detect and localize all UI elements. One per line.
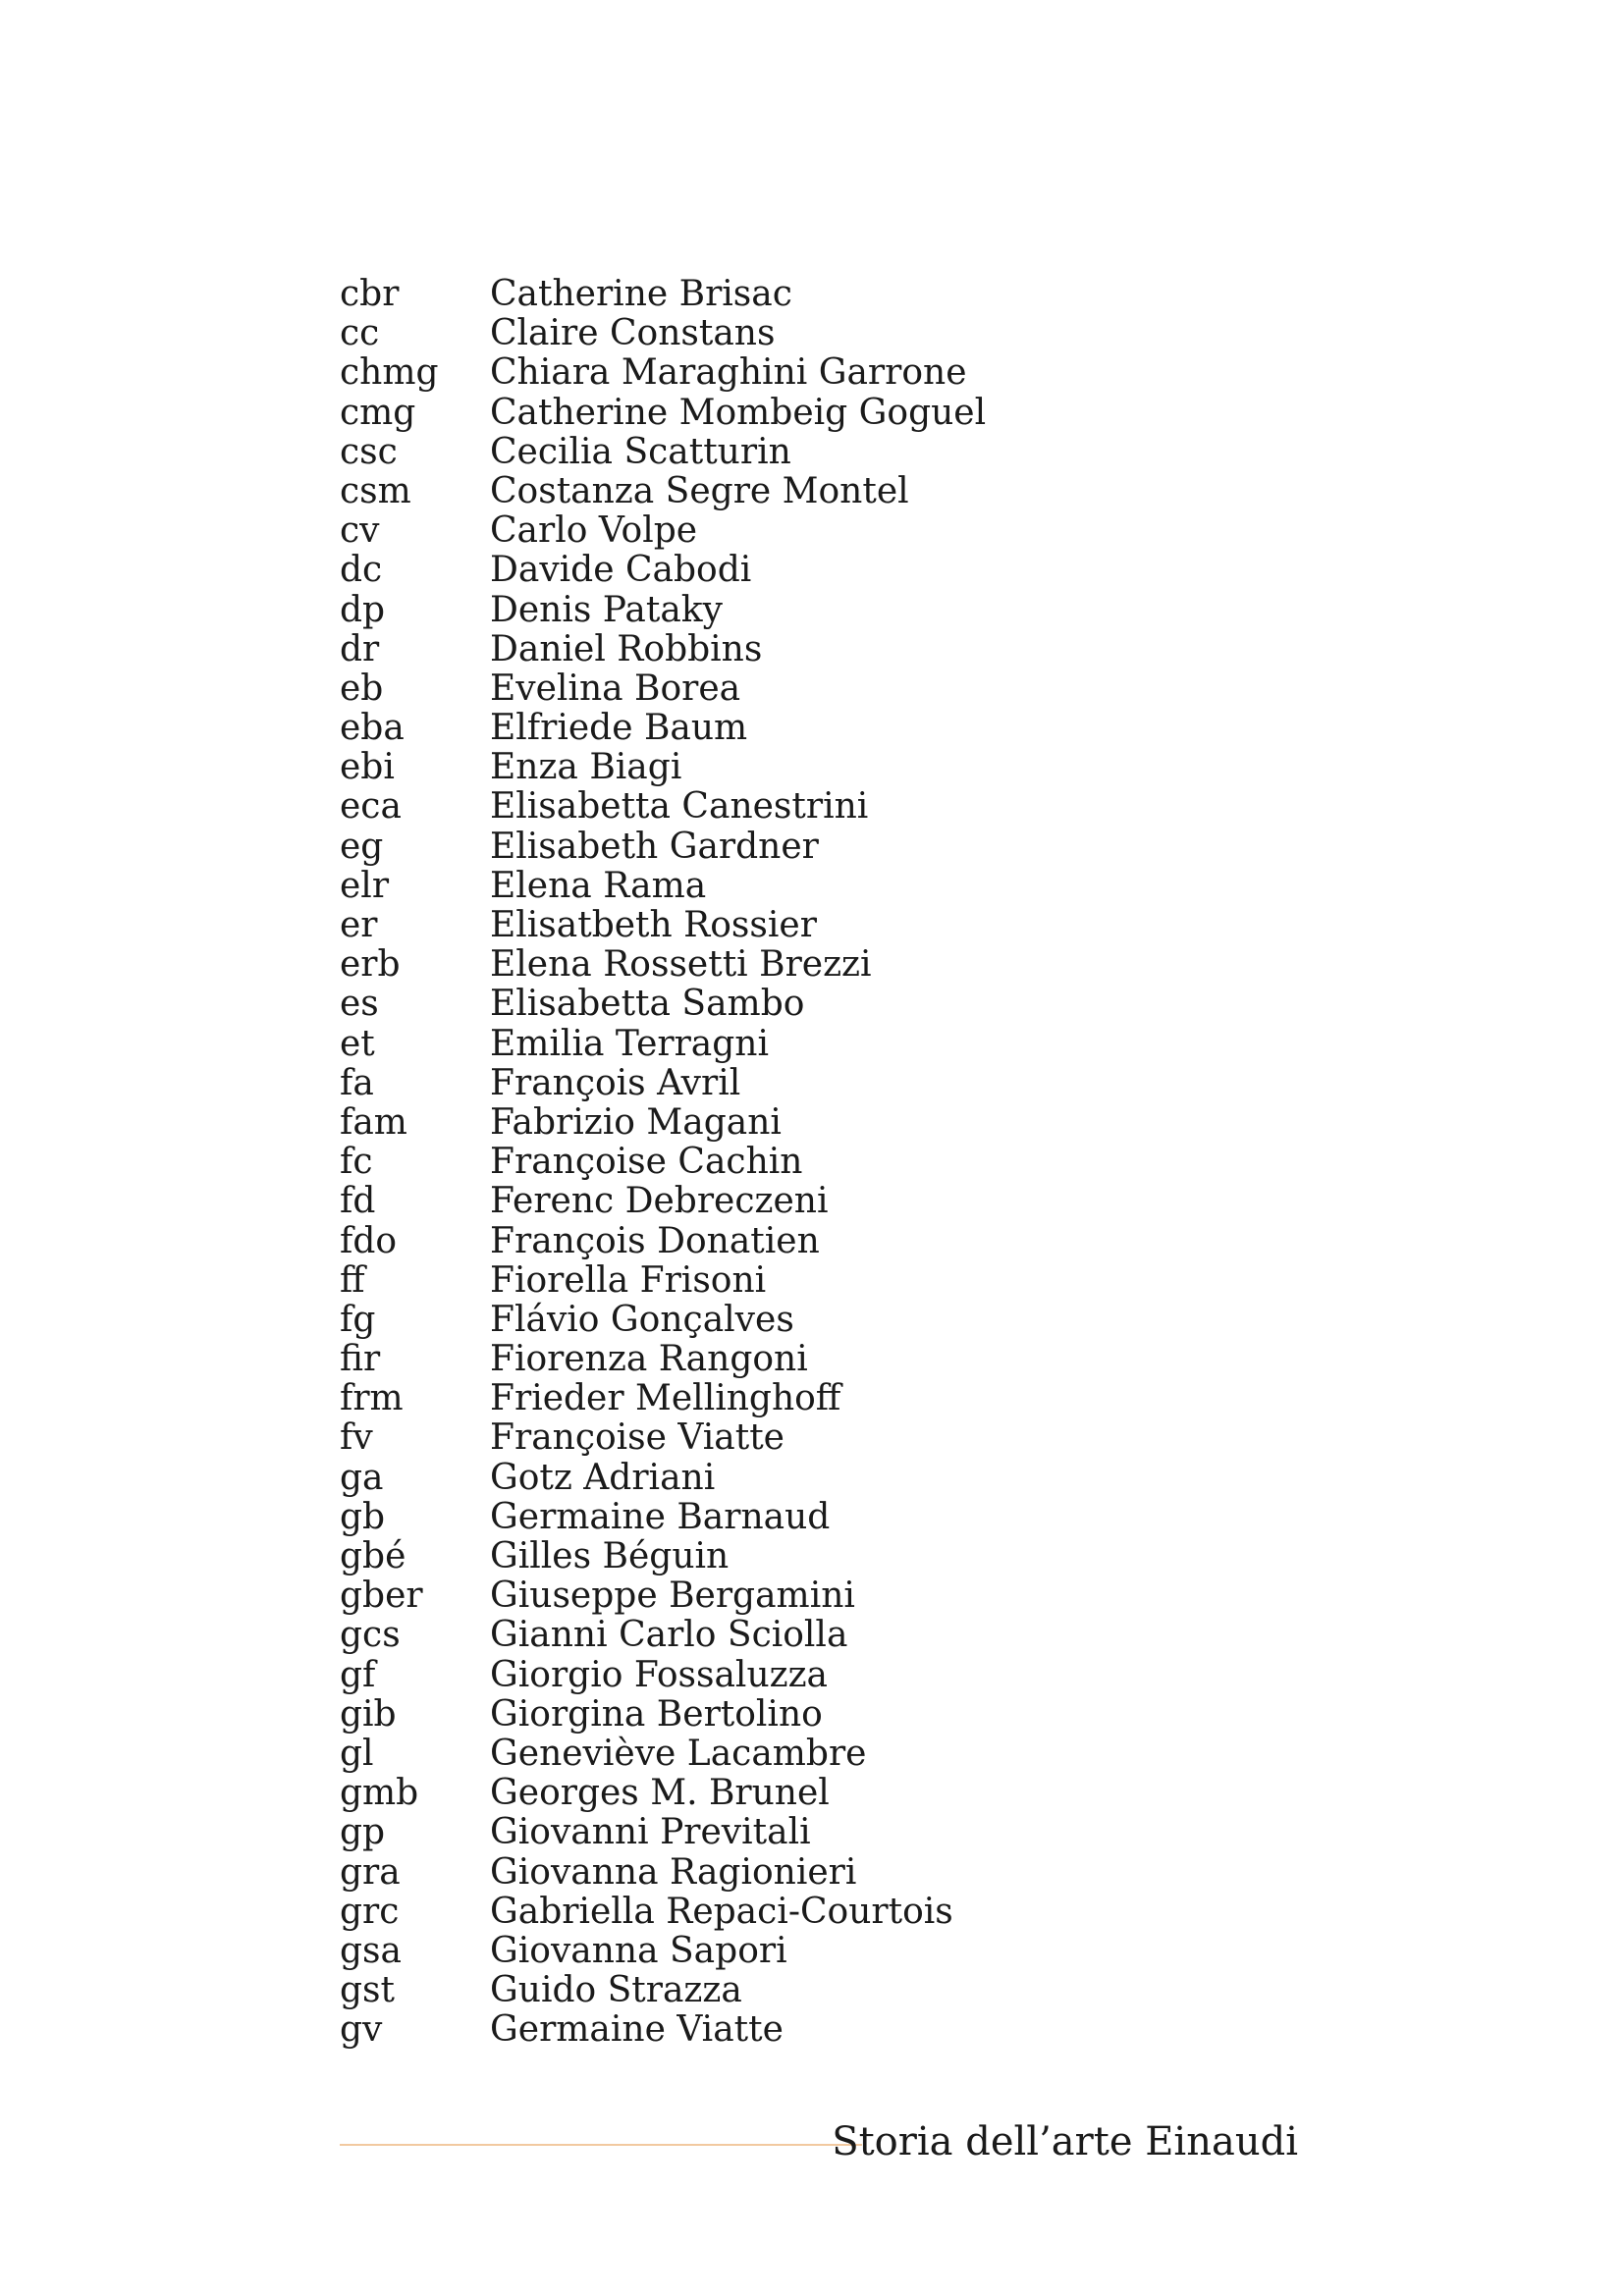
contributor-entry [340,1774,1223,1813]
contributor-entry [340,985,1223,1024]
contributor-entry [340,1340,1223,1379]
contributor-abbreviation: fd [340,1181,376,1222]
contributor-entry [340,1853,1223,1893]
contributor-abbreviation: chmg [340,352,439,394]
contributor-entry [340,1971,1223,2010]
contributor-name: Fiorella Frisoni [490,1259,767,1301]
contributor-abbreviation: gf [340,1654,376,1695]
contributor-abbreviation: gbé [340,1536,406,1576]
contributor-entry [340,1025,1223,1064]
contributor-entry [340,1893,1223,1932]
contributor-name: Ferenc Debreczeni [490,1181,829,1222]
contributor-name: Elisabeth Gardner [490,826,819,867]
contributor-name: Giovanna Ragionieri [490,1851,857,1893]
contributor-name: Elisatbeth Rossier [490,905,817,945]
contributor-abbreviation: gmb [340,1773,419,1814]
contributor-name: Enza Biagi [490,747,682,788]
contributor-list [340,275,1223,2050]
page-footer [340,2112,1298,2171]
contributor-name: Germaine Viatte [490,2009,784,2051]
contributor-name: Gabriella Repaci-Courtois [490,1891,953,1932]
contributor-entry [340,314,1223,353]
contributor-name: Gotz Adriani [490,1457,716,1498]
contributor-name: Frieder Mellinghoff [490,1378,841,1419]
contributor-name: Guido Strazza [490,1970,742,2011]
contributor-abbreviation: fir [340,1339,381,1380]
contributor-entry [340,1418,1223,1458]
contributor-abbreviation: fc [340,1142,373,1183]
contributor-name: Daniel Robbins [490,628,763,669]
contributor-entry [340,1616,1223,1655]
contributor-name: Giovanni Previtali [490,1812,811,1853]
contributor-abbreviation: gber [340,1575,423,1617]
contributor-abbreviation: gra [340,1851,401,1893]
contributor-name: Elisabetta Canestrini [490,786,869,828]
contributor-name: Denis Pataky [490,589,723,630]
contributor-abbreviation: gcs [340,1615,401,1656]
contributor-entry [340,1932,1223,1971]
contributor-entry [340,1695,1223,1735]
contributor-name: Giuseppe Bergamini [490,1575,855,1617]
contributor-abbreviation: fam [340,1101,407,1143]
contributor-entry [340,1103,1223,1143]
contributor-abbreviation: eba [340,708,405,749]
contributor-entry [340,353,1223,393]
contributor-entry [340,1222,1223,1261]
contributor-name: Chiara Maraghini Garrone [490,352,967,394]
contributor-name: Davide Cabodi [490,550,752,591]
contributor-name: Elena Rama [490,865,707,906]
contributor-name: François Avril [490,1062,741,1103]
contributor-name: Catherine Mombeig Goguel [490,392,987,433]
contributor-entry [340,275,1223,314]
contributor-entry [340,591,1223,630]
contributor-entry [340,1459,1223,1498]
contributor-name: Carlo Volpe [490,510,698,552]
contributor-entry [340,1813,1223,1852]
contributor-entry [340,1537,1223,1576]
contributor-abbreviation: cbr [340,274,400,314]
contributor-name: Giorgio Fossaluzza [490,1654,829,1695]
contributor-abbreviation: fa [340,1062,374,1103]
contributor-entry [340,1379,1223,1418]
contributor-name: Fiorenza Rangoni [490,1339,808,1380]
contributor-name: Georges M. Brunel [490,1773,830,1814]
contributor-abbreviation: fg [340,1299,376,1340]
contributor-abbreviation: eca [340,786,402,828]
contributor-entry [340,2010,1223,2050]
contributor-abbreviation: gp [340,1812,386,1853]
contributor-abbreviation: cc [340,313,380,354]
contributor-entry [340,867,1223,906]
contributor-name: Germaine Barnaud [490,1496,831,1537]
contributor-abbreviation: dc [340,550,383,591]
contributor-abbreviation: gv [340,2009,383,2051]
contributor-abbreviation: gib [340,1693,397,1735]
contributor-entry [340,1143,1223,1182]
contributor-abbreviation: gst [340,1970,395,2011]
contributor-abbreviation: dp [340,589,386,630]
contributor-entry [340,1498,1223,1537]
contributor-abbreviation: cmg [340,392,416,433]
contributor-name: Flávio Gonçalves [490,1299,794,1340]
contributor-entry [340,1656,1223,1695]
contributor-name: Geneviève Lacambre [490,1733,867,1774]
contributor-name: Gianni Carlo Sciolla [490,1615,848,1656]
contributor-entry [340,669,1223,709]
contributor-abbreviation: grc [340,1891,400,1932]
contributor-abbreviation: ff [340,1259,365,1301]
contributor-abbreviation: gb [340,1496,386,1537]
contributor-abbreviation: fv [340,1417,373,1459]
contributor-entry [340,1735,1223,1774]
contributor-entry [340,748,1223,787]
contributor-entry [340,945,1223,985]
contributor-abbreviation: gsa [340,1930,402,1971]
contributor-name: Françoise Viatte [490,1417,784,1459]
contributor-abbreviation: gl [340,1733,374,1774]
contributor-abbreviation: csm [340,470,411,511]
contributor-abbreviation: et [340,1023,375,1064]
contributor-name: Catherine Brisac [490,274,792,314]
contributor-name: Elena Rossetti Brezzi [490,944,872,986]
contributor-name: Cecilia Scatturin [490,431,791,472]
contributor-entry [340,1261,1223,1301]
contributor-abbreviation: csc [340,431,398,472]
contributor-entry [340,551,1223,590]
footer-rule [340,2144,862,2146]
contributor-name: Françoise Cachin [490,1142,803,1183]
contributor-name: Elfriede Baum [490,708,748,749]
contributor-abbreviation: eb [340,667,384,709]
contributor-entry [340,630,1223,669]
contributor-name: Evelina Borea [490,667,741,709]
contributor-entry [340,472,1223,511]
contributor-entry [340,1064,1223,1103]
contributor-entry [340,1182,1223,1221]
contributor-name: Costanza Segre Montel [490,470,909,511]
contributor-name: François Donatien [490,1220,820,1261]
contributor-abbreviation: es [340,984,379,1025]
contributor-name: Giovanna Sapori [490,1930,787,1971]
contributor-entry [340,1576,1223,1616]
contributor-abbreviation: elr [340,865,390,906]
contributor-entry [340,1301,1223,1340]
contributor-abbreviation: eg [340,826,384,867]
contributor-entry [340,394,1223,433]
contributor-abbreviation: fdo [340,1220,398,1261]
contributor-abbreviation: cv [340,510,380,552]
contributor-abbreviation: ga [340,1457,384,1498]
contributor-entry [340,906,1223,945]
contributor-entry [340,433,1223,472]
footer-title: Storia dell’arte Einaudi [832,2119,1298,2164]
contributor-entry [340,511,1223,551]
contributor-name: Emilia Terragni [490,1023,770,1064]
contributor-abbreviation: erb [340,944,401,986]
contributor-name: Claire Constans [490,313,776,354]
contributor-name: Giorgina Bertolino [490,1693,823,1735]
contributor-name: Elisabetta Sambo [490,984,805,1025]
contributor-entry [340,709,1223,748]
contributor-abbreviation: ebi [340,747,395,788]
contributor-name: Fabrizio Magani [490,1101,782,1143]
contributor-abbreviation: frm [340,1378,404,1419]
contributor-abbreviation: dr [340,628,380,669]
contributor-name: Gilles Béguin [490,1536,730,1576]
contributor-abbreviation: er [340,905,378,945]
contributor-entry [340,828,1223,867]
contributor-entry [340,787,1223,827]
